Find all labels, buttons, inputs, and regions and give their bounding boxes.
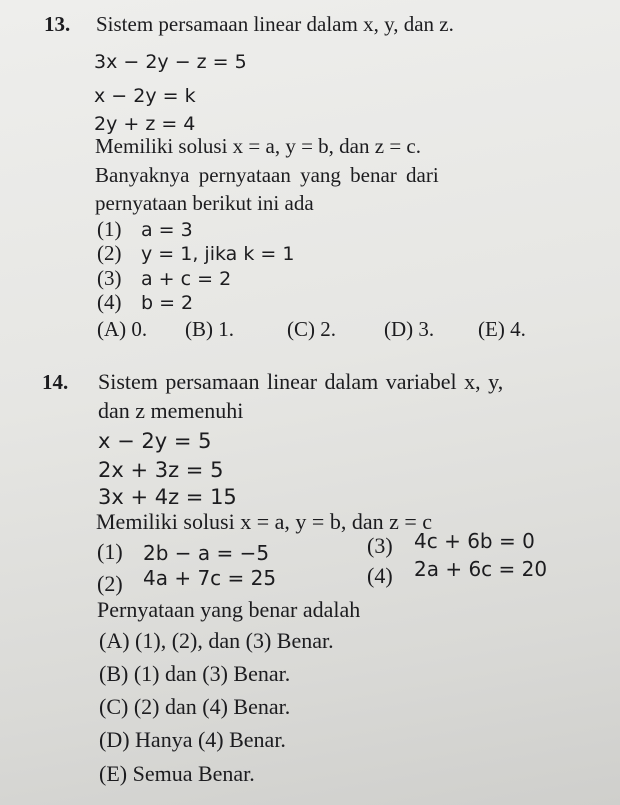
- q14-prompt: Pernyataan yang benar adalah: [97, 597, 361, 622]
- q14-statement-2-label: (2): [97, 571, 123, 596]
- q14-option-a-text: (1), (2), dan (3) Benar.: [135, 628, 334, 653]
- q14-option-a[interactable]: [99, 629, 334, 653]
- q14-option-d-label: (D): [99, 727, 130, 752]
- q14-option-b[interactable]: [99, 662, 290, 686]
- q14-option-c[interactable]: [99, 695, 290, 719]
- q13-option-c-label: (C): [287, 317, 315, 341]
- q14-option-e[interactable]: [99, 762, 255, 786]
- q13-solution-line: Memiliki solusi x = a, y = b, dan z = c.: [95, 134, 421, 158]
- q14-option-a-label: (A): [99, 628, 130, 653]
- q13-number: 13.: [44, 12, 71, 36]
- q13-statement-1-label: (1): [97, 217, 122, 241]
- q14-statement-3-label: (3): [367, 533, 393, 558]
- q13-option-b-label: (B): [185, 317, 213, 341]
- q14-number: 14.: [42, 370, 69, 394]
- q14-option-c-text: (2) dan (4) Benar.: [133, 694, 291, 719]
- q13-statement-4-label: (4): [97, 290, 122, 314]
- q13-statement-1: a = 3: [141, 219, 193, 241]
- q14-option-e-text: Semua Benar.: [132, 761, 255, 786]
- q13-option-c[interactable]: [287, 317, 336, 341]
- q13-option-e-label: (E): [478, 317, 505, 341]
- q13-equation-1: 3x − 2y − z = 5: [94, 51, 247, 73]
- q14-statement-4-label: (4): [367, 563, 393, 588]
- q13-statement-3-label: (3): [97, 266, 122, 290]
- q13-prompt-line-2: pernyataan berikut ini ada: [95, 191, 314, 215]
- q14-title-line-2: dan z memenuhi: [98, 398, 244, 423]
- q14-statement-3: 4c + 6b = 0: [414, 529, 535, 553]
- q13-option-d-label: (D): [384, 317, 414, 341]
- q13-option-d[interactable]: [384, 317, 434, 341]
- q14-option-d-text: Hanya (4) Benar.: [135, 727, 286, 752]
- q13-option-a-text: 0.: [131, 317, 148, 341]
- q13-option-a-label: (A): [97, 317, 127, 341]
- q14-statement-4: 2a + 6c = 20: [414, 557, 548, 581]
- q13-option-d-text: 3.: [418, 317, 435, 341]
- q14-statement-2: 4a + 7c = 25: [143, 566, 277, 590]
- q14-option-b-label: (B): [99, 661, 129, 686]
- q14-statement-1-label: (1): [97, 539, 123, 564]
- q14-solution-line: Memiliki solusi x = a, y = b, dan z = c: [96, 509, 433, 534]
- q14-option-d[interactable]: [99, 728, 286, 752]
- q14-title-line-1: Sistem persamaan linear dalam variabel x, y,: [98, 369, 504, 394]
- q13-equation-2: x − 2y = k: [94, 85, 196, 107]
- q13-option-b[interactable]: [185, 317, 234, 341]
- q13-title: Sistem persamaan linear dalam x, y, dan z.: [96, 12, 454, 36]
- q14-option-e-label: (E): [99, 761, 128, 786]
- q13-statement-4: b = 2: [141, 292, 194, 314]
- q14-equation-3: 3x + 4z = 15: [98, 485, 237, 509]
- q13-option-e-text: 4.: [510, 317, 526, 341]
- q13-option-e[interactable]: [478, 317, 526, 341]
- q13-statement-2-label: (2): [97, 241, 122, 265]
- q14-statement-1: 2b − a = −5: [143, 541, 270, 565]
- q14-equation-2: 2x + 3z = 5: [98, 458, 224, 482]
- q13-prompt-line-1: Banyaknya pernyataan yang benar dari: [95, 163, 439, 187]
- q13-option-b-text: 1.: [218, 317, 234, 341]
- q13-statement-2: y = 1, jika k = 1: [141, 243, 295, 265]
- q14-equation-1: x − 2y = 5: [98, 429, 212, 453]
- q13-option-c-text: 2.: [320, 317, 336, 341]
- q13-statement-3: a + c = 2: [141, 268, 232, 290]
- q13-option-a[interactable]: [97, 317, 147, 341]
- q13-equation-3: 2y + z = 4: [94, 113, 196, 135]
- q14-option-b-text: (1) dan (3) Benar.: [133, 661, 291, 686]
- q14-option-c-label: (C): [99, 694, 129, 719]
